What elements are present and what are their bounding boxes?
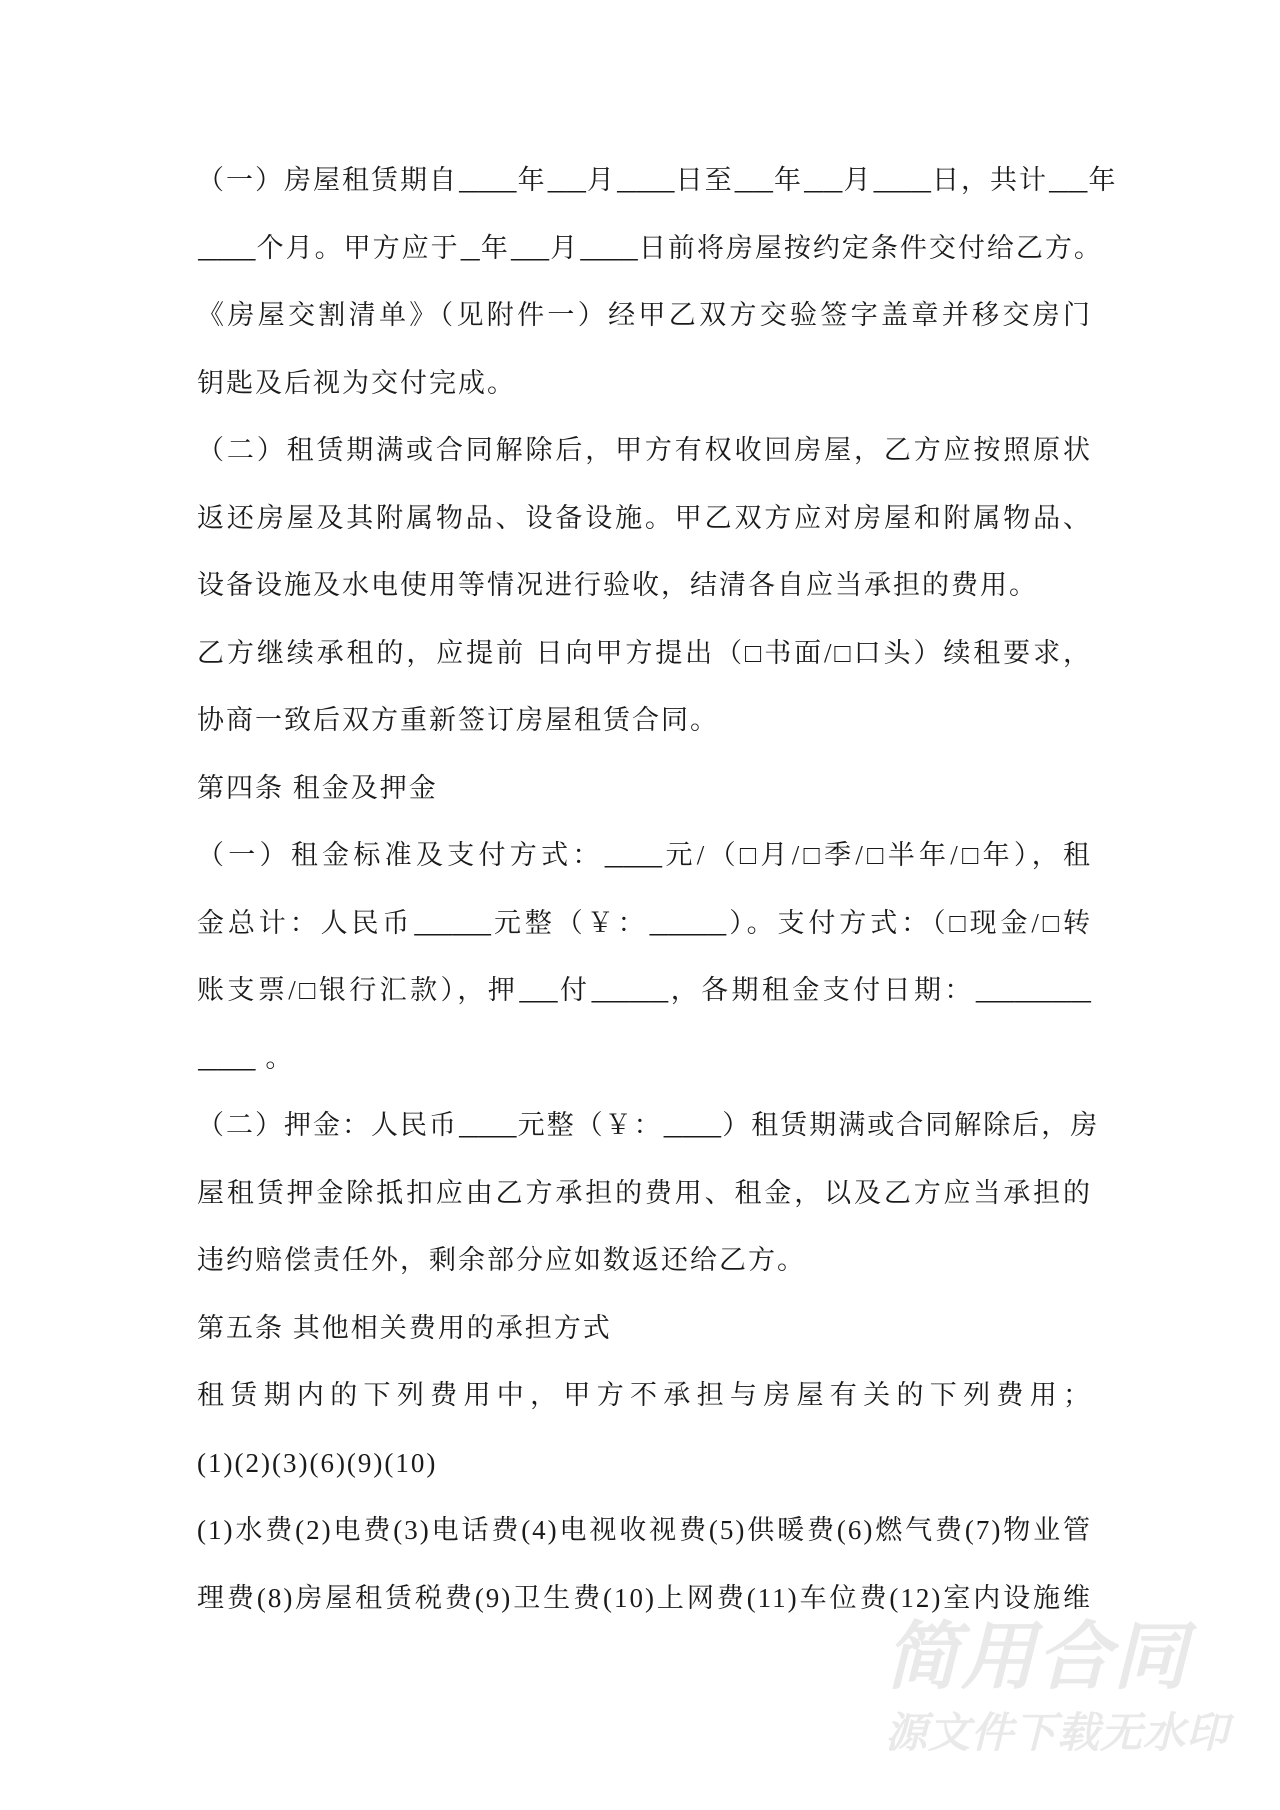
watermark-brand: 简用合同 <box>885 1614 1189 1700</box>
document-line: 返还房屋及其附属物品、设备设施。甲乙双方应对房屋和附属物品、 <box>197 502 1092 533</box>
fill-in-blank: ___ <box>459 162 517 199</box>
document-line: (1)(2)(3)(6)(9)(10) <box>197 1447 438 1478</box>
section-heading: 第四条 租金及押金 <box>197 772 438 803</box>
document-line: (1)水费(2)电费(3)电话费(4)电视收视费(5)供暖费(6)燃气费(7)物业管 <box>197 1515 1092 1545</box>
fill-in-blank: ___ <box>198 1039 256 1077</box>
document-line: ___个月。甲方应于_年__月___日前将房屋按约定条件交付给乙方。 <box>198 229 1103 267</box>
document-line: 设备设施及水电使用等情况进行验收，结清各自应当承担的费用。 <box>197 570 1038 600</box>
fill-in-blank: ___ <box>873 162 932 199</box>
document-line: （一）房屋租赁期自___年__月___日至__年__月___日，共计__年 <box>197 162 1118 199</box>
fill-in-blank: __ <box>804 162 843 199</box>
fill-in-blank: __ <box>510 229 550 267</box>
fill-in-blank: ____ <box>591 972 669 1009</box>
document-line: 金总计：人民币____元整（￥：____）。支付方式：（□现金/□转 <box>197 904 1093 942</box>
document-line: 理费(8)房屋租赁税费(9)卫生费(10)上网费(11)车位费(12)室内设施维 <box>197 1582 1092 1613</box>
fill-in-blank: __ <box>1049 162 1088 199</box>
fill-in-blank: ______ <box>975 972 1092 1009</box>
document-line: 《房屋交割清单》（见附件一）经甲乙双方交验签字盖章并移交房门 <box>197 300 1092 330</box>
fill-in-blank: __ <box>547 162 587 199</box>
fill-in-blank: ___ <box>580 229 638 267</box>
fill-in-blank: ___ <box>459 1107 517 1144</box>
fill-in-blank: ___ <box>663 1107 722 1144</box>
document-line: （一）租金标准及支付方式：___元/（□月/□季/□半年/□年），租 <box>197 837 1092 874</box>
fill-in-blank: ___ <box>604 837 663 874</box>
fill-in-blank: ___ <box>198 229 256 267</box>
fill-in-blank: __ <box>734 162 774 199</box>
document-line: ___ 。 <box>198 1039 295 1077</box>
watermark-slogan: 源文件下载无水印 <box>885 1708 1230 1757</box>
document-line: （二）押金：人民币___元整（￥：___）租赁期满或合同解除后，房 <box>197 1107 1100 1144</box>
document-line: 账支票/□银行汇款），押__付____，各期租金支付日期：______ <box>197 972 1092 1009</box>
document-line: 协商一致后双方重新签订房屋租赁合同。 <box>197 705 719 735</box>
document-line: 租赁期内的下列费用中，甲方不承担与房屋有关的下列费用； <box>197 1380 1092 1410</box>
fill-in-blank: __ <box>519 972 558 1009</box>
document-line: 屋租赁押金除抵扣应由乙方承担的费用、租金，以及乙方应当承担的 <box>197 1177 1092 1208</box>
document-line: （二）租赁期满或合同解除后，甲方有权收回房屋，乙方应按照原状 <box>197 435 1092 465</box>
fill-in-blank: _ <box>460 229 480 267</box>
fill-in-blank: ____ <box>414 904 492 942</box>
document-line: 乙方继续承租的，应提前 日向甲方提出（□书面/□口头）续租要求， <box>197 637 1092 668</box>
fill-in-blank: ____ <box>649 904 727 942</box>
section-heading: 第五条 其他相关费用的承担方式 <box>197 1312 612 1343</box>
document-line: 违约赔偿责任外，剩余部分应如数返还给乙方。 <box>197 1245 806 1275</box>
document-line: 钥匙及后视为交付完成。 <box>197 367 516 398</box>
fill-in-blank: ___ <box>617 162 675 199</box>
